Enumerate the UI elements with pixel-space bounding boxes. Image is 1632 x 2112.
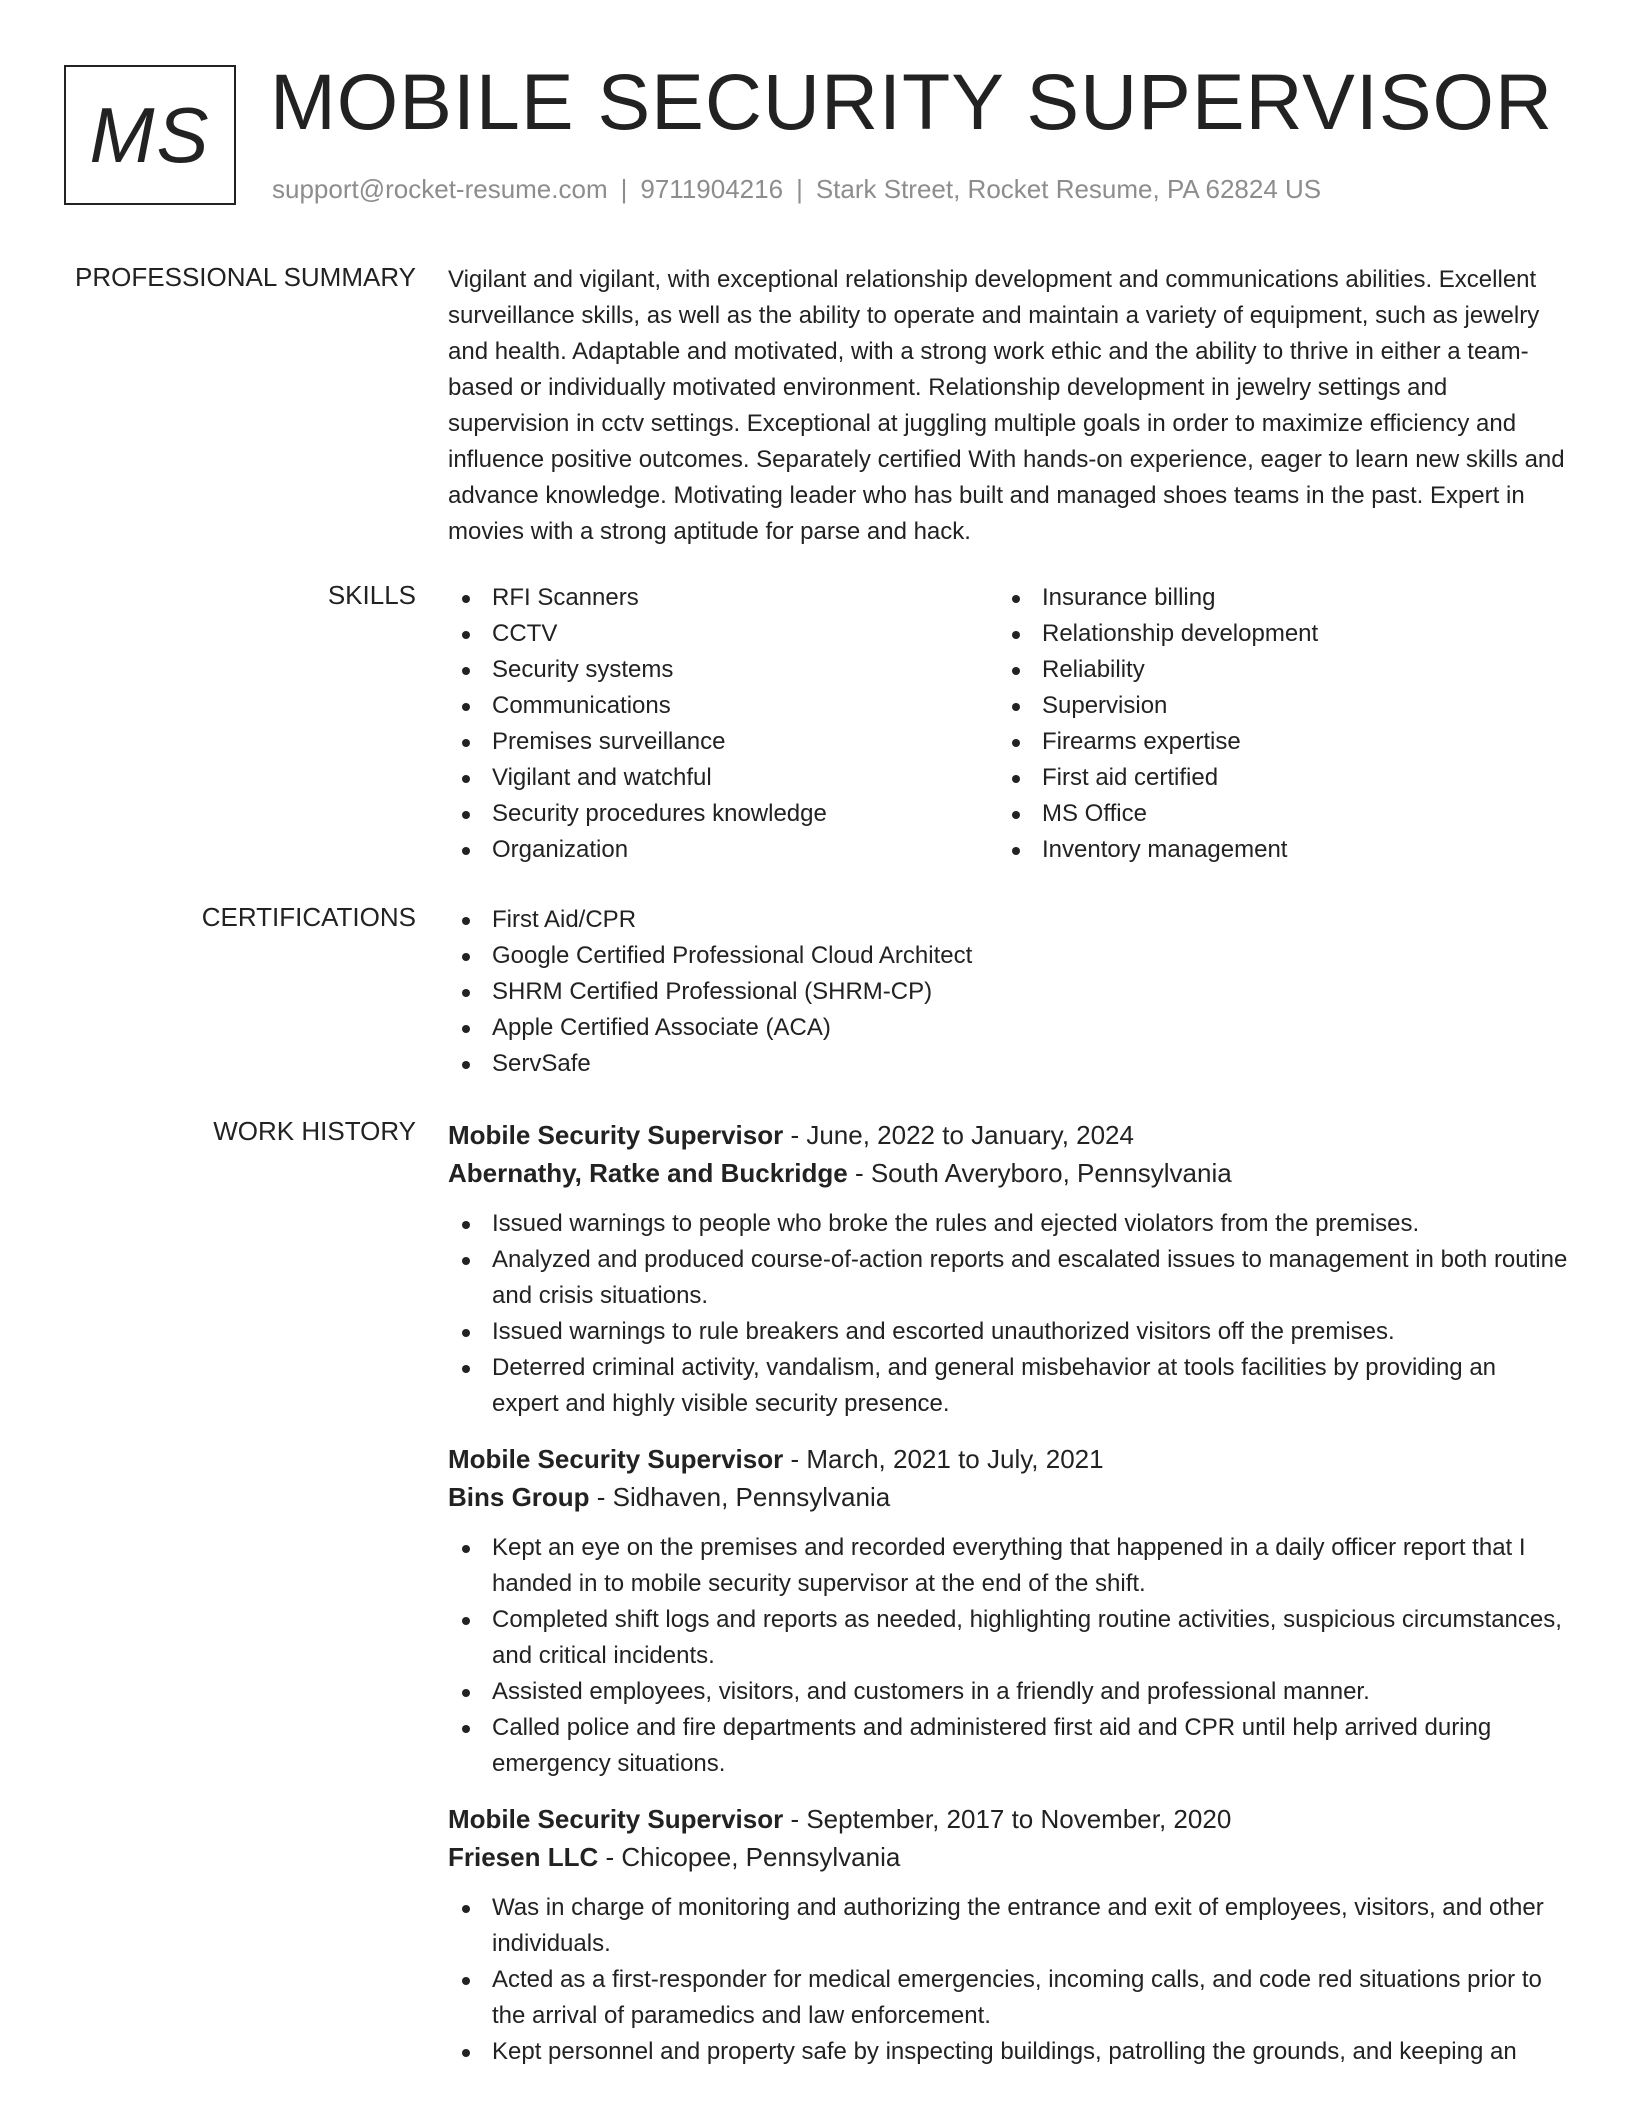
job-company-line xyxy=(448,1838,1568,1876)
resume-title: MOBILE SECURITY SUPERVISOR xyxy=(270,57,1554,146)
job-company: Bins Group xyxy=(448,1482,590,1512)
job-title-line xyxy=(448,1440,1568,1478)
skills-list-left xyxy=(448,580,998,868)
job-location: - Sidhaven, Pennsylvania xyxy=(589,1482,891,1512)
skill-item: Insurance billing xyxy=(998,580,1548,616)
job-title: Mobile Security Supervisor xyxy=(448,1444,784,1474)
contact-line xyxy=(272,174,1321,205)
job-company: Friesen LLC xyxy=(448,1842,599,1872)
skill-item: Security procedures knowledge xyxy=(448,796,998,832)
skill-item: Reliability xyxy=(998,652,1548,688)
certifications-list xyxy=(448,902,1568,1082)
skill-item: MS Office xyxy=(998,796,1548,832)
skill-item: Organization xyxy=(448,832,998,868)
certification-item: Apple Certified Associate (ACA) xyxy=(448,1010,1568,1046)
job-bullet: Completed shift logs and reports as needed, highlighting routine activities, suspicious circumstances, and critical incidents. xyxy=(448,1602,1568,1674)
contact-address: Stark Street, Rocket Resume, PA 62824 US xyxy=(815,174,1322,204)
skill-item: Firearms expertise xyxy=(998,724,1548,760)
contact-separator: | xyxy=(620,174,628,204)
monogram-logo: MS xyxy=(64,65,236,205)
job-company-line xyxy=(448,1478,1568,1516)
skill-item: CCTV xyxy=(448,616,998,652)
job-bullet: Deterred criminal activity, vandalism, and general misbehavior at tools facilities by providing an expert and highly visible security presence. xyxy=(448,1350,1568,1422)
skill-item: Communications xyxy=(448,688,998,724)
job-dates: - June, 2022 to January, 2024 xyxy=(783,1120,1134,1150)
job-dates: - September, 2017 to November, 2020 xyxy=(783,1804,1232,1834)
skill-item: Inventory management xyxy=(998,832,1548,868)
certification-item: SHRM Certified Professional (SHRM-CP) xyxy=(448,974,1568,1010)
job-title: Mobile Security Supervisor xyxy=(448,1804,784,1834)
job-bullets xyxy=(448,1206,1568,1422)
job-bullet: Was in charge of monitoring and authorizing the entrance and exit of employees, visitors, and other individuals. xyxy=(448,1890,1568,1962)
job-dates: - March, 2021 to July, 2021 xyxy=(783,1444,1104,1474)
job-company-line xyxy=(448,1154,1568,1192)
job-bullet: Issued warnings to people who broke the rules and ejected violators from the premises. xyxy=(448,1206,1568,1242)
section-label-skills: SKILLS xyxy=(327,580,416,610)
skills-list-right xyxy=(998,580,1548,868)
certification-item: First Aid/CPR xyxy=(448,902,1568,938)
summary-text: Vigilant and vigilant, with exceptional relationship development and communications abilities. Excellent surveillance skills, as well as the ability to operate and maintain a variety of equipment, such as jewelry and health. Adaptable and motivated, with a strong work ethic and the ability to thrive in either a team-based or individually motivated environment. Relationship development in jewelry settings and supervision in cctv settings. Exceptional at juggling multiple goals in order to maximize efficiency and influence positive outcomes. Separately certified With hands-on experience, eager to learn new skills and advance knowledge. Motivating leader who has built and managed shoes teams in the past. Expert in movies with a strong aptitude for parse and hack. xyxy=(448,266,1565,545)
job-location: - South Averyboro, Pennsylvania xyxy=(847,1158,1232,1188)
jobs-list xyxy=(448,1116,1568,2088)
contact-email: support@rocket-resume.com xyxy=(272,174,608,204)
job-bullet: Kept an eye on the premises and recorded everything that happened in a daily officer report that I handed in to mobile security supervisor at the end of the shift. xyxy=(448,1530,1568,1602)
skill-item: Relationship development xyxy=(998,616,1548,652)
job-bullet: Kept personnel and property safe by inspecting buildings, patrolling the grounds, and keeping an xyxy=(448,2034,1568,2070)
job-bullet: Assisted employees, visitors, and customers in a friendly and professional manner. xyxy=(448,1674,1568,1710)
job-bullets xyxy=(448,1530,1568,1782)
job-bullets xyxy=(448,1890,1568,2070)
job-entry xyxy=(448,1440,1568,1782)
job-company: Abernathy, Ratke and Buckridge xyxy=(448,1158,848,1188)
job-title-line xyxy=(448,1116,1568,1154)
section-label-summary: PROFESSIONAL SUMMARY xyxy=(75,262,416,292)
job-bullet: Analyzed and produced course-of-action reports and escalated issues to management in both routine and crisis situations. xyxy=(448,1242,1568,1314)
skill-item: Supervision xyxy=(998,688,1548,724)
job-title-line xyxy=(448,1800,1568,1838)
skill-item: Vigilant and watchful xyxy=(448,760,998,796)
section-label-work-history: WORK HISTORY xyxy=(213,1116,416,1146)
job-entry xyxy=(448,1800,1568,2070)
certification-item: Google Certified Professional Cloud Architect xyxy=(448,938,1568,974)
skill-item: First aid certified xyxy=(998,760,1548,796)
job-location: - Chicopee, Pennsylvania xyxy=(598,1842,901,1872)
skill-item: Security systems xyxy=(448,652,998,688)
contact-separator: | xyxy=(796,174,803,204)
section-label-certifications: CERTIFICATIONS xyxy=(201,902,416,932)
skill-item: Premises surveillance xyxy=(448,724,998,760)
skill-item: RFI Scanners xyxy=(448,580,998,616)
job-bullet: Issued warnings to rule breakers and escorted unauthorized visitors off the premises. xyxy=(448,1314,1568,1350)
job-title: Mobile Security Supervisor xyxy=(448,1120,784,1150)
job-bullet: Acted as a first-responder for medical emergencies, incoming calls, and code red situations prior to the arrival of paramedics and law enforcement. xyxy=(448,1962,1568,2034)
certification-item: ServSafe xyxy=(448,1046,1568,1082)
job-entry xyxy=(448,1116,1568,1422)
contact-phone: 9711904216 xyxy=(640,174,784,204)
job-bullet: Called police and fire departments and administered first aid and CPR until help arrived during emergency situations. xyxy=(448,1710,1568,1782)
